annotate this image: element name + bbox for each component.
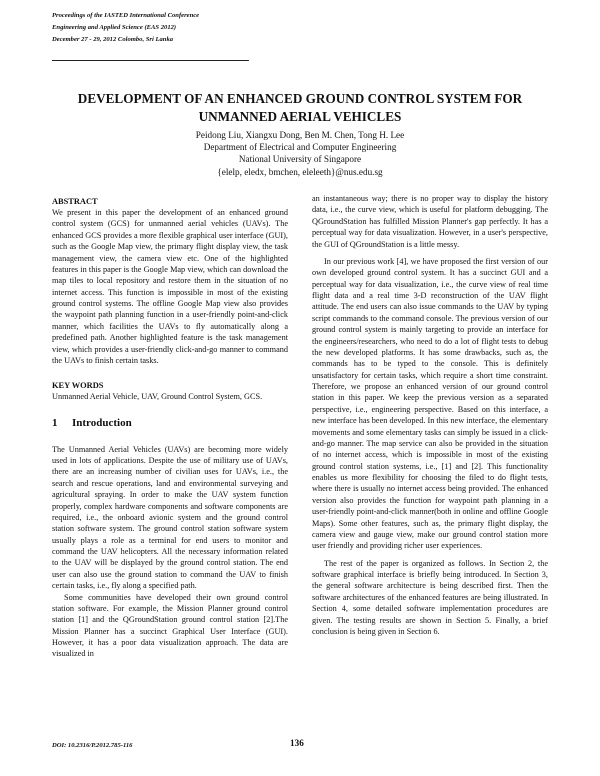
abstract-heading: ABSTRACT bbox=[52, 197, 98, 206]
intro-paragraph-2: Some communities have developed their own ground control station software. For example, the Mission Planner ground control station [1] and the QGroundStation ground control station [2].The Mission Planner has a succinct Graphical User Interface (GUI). However, it has a poor data visualization approach. The data are visualized in bbox=[52, 592, 288, 659]
intro-paragraph-3: In our previous work [4], we have proposed the first version of our own developed ground control system. It has a succinct GUI and a perceptual way for data visualization, i.e., the curve view of real time flight data and a real time 3-D reconstruction of the UAV flight attitude. The end users can also issue commands to the UAV by typing script commands to the command console. The previous version of our ground control system is mainly targeting to provide an interface for the engineers/researchers, who need to do a lot of flight tests to debug the new developed platforms. It has some drawbacks, such as, the commands has to be typed to the console. This is definitely unsatisfactory for certain tasks, which require a short time constraint. Therefore, we propose an enhanced version of our ground control station in this paper. We keep the previous version as a separated perspective, i.e., engineering perspective. Based on this interface, a new interface has been developed. In this new interface, the elementary movements and some elementary tasks can simply be issued in a click-and-go manner. The map service can also be provided in the situation of no internet access, which is impossible in most of the existing ground control station systems, i.e., [1] and [2]. This functionality enables us more flexibility for choosing the filed to do flight tests, where there is usually no internet access being provided. The enhanced version also provides the function for waypoint path planning in a user-friendly point-and-click manner(both in online and offline Google Maps). Some other features, such as, the primary flight display, the camera view and gauge view, make our ground control station more user friendly and providing richer user experiences. bbox=[312, 256, 548, 551]
title-line-1: DEVELOPMENT OF AN ENHANCED GROUND CONTROL SYSTEM FOR bbox=[77, 91, 523, 106]
left-column bbox=[52, 196, 288, 660]
header-dates: December 27 - 29, 2012 Colombo, Sri Lanka bbox=[52, 36, 174, 43]
title-line-2: UNMANNED AERIAL VEHICLES bbox=[198, 109, 402, 124]
author-department: Department of Electrical and Computer Engineering bbox=[203, 142, 397, 153]
author-names: Peidong Liu, Xiangxu Dong, Ben M. Chen, Tong H. Lee bbox=[195, 130, 405, 140]
paper-title bbox=[52, 90, 548, 126]
footer-doi: DOI: 10.2316/P.2012.785-116 bbox=[52, 742, 133, 749]
header-proceedings: Proceedings of the IASTED International Conference bbox=[52, 12, 200, 19]
header-conference: Engineering and Applied Science (EAS 2012) bbox=[52, 24, 177, 31]
intro-paragraph-4: The rest of the paper is organized as follows. In Section 2, the software graphical interface is briefly being introduced. In Section 3, the general software architecture is being described first. Then the software architectures of the enhanced features are being illustrated. In Section 4, some detailed software implementation procedures are given. The testing results are shown in Section 5. Finally, a brief conclusion is being given in Section 6. bbox=[312, 558, 548, 636]
intro-paragraph-2-continued: an instantaneous way; there is no proper way to display the history data, i.e., the curve view, which is useful for platform debugging. The QGroundStation has fulfilled Mission Planner's gap perfectly. It has a perceptual way for data visualization. However, in a user's perspective, the GUI of QGroundStation is a little messy. bbox=[312, 194, 548, 249]
author-emails: {elelp, eledx, bmchen, eleleeth}@nus.edu.sg bbox=[217, 166, 383, 177]
keywords-heading: KEY WORDS bbox=[52, 381, 104, 391]
intro-paragraph-1: The Unmanned Aerial Vehicles (UAVs) are becoming more widely used in lots of applications. Despite the use of military use of UAVs, there are an increasing number of civilian uses for UAVs, i.e., the search and rescue operations, land and environmental surveying and agricultural spraying. In order to make the UAV system function properly, complex hardware components and software components are required, i.e., the onboard avionic system and the ground control station software system. The ground control station software system usually plays a role as a terminal for end users to monitor and command the UAV helicopters. All the necessary information related to the UAV will be displayed by the ground control station. The end user can also use the ground station to command the UAV to finish certain tasks, i.e., fly along a specified path. bbox=[52, 444, 288, 591]
section-title: Introduction bbox=[72, 416, 132, 429]
author-block bbox=[52, 129, 548, 178]
page-number: 136 bbox=[290, 738, 304, 748]
header-rule bbox=[52, 60, 249, 61]
section-number: 1 bbox=[52, 416, 58, 429]
right-column bbox=[312, 193, 548, 637]
conference-header bbox=[52, 10, 352, 46]
author-university: National University of Singapore bbox=[238, 154, 362, 165]
keywords-text: Unmanned Aerial Vehicle, UAV, Ground Control System, GCS. bbox=[52, 392, 263, 402]
abstract-text: We present in this paper the development of an enhanced ground control system (GCS) for unmanned aerial vehicles (UAVs). The enhanced GCS provides a more flexible graphical user interface (GUI), such as the Google Map view, the primary flight display view, the task management view, the camera view etc. One of the highlighted features in this paper is the Google Map view, which can download the map tiles to local repository and restore them in the situation of no internet access. This function is impossible in most of the existing ground control systems. The offline Google Map view also provides the waypoint path planning function in a user-friendly point-and-click manner, which facilities the UAVs to fly automatically along a predefined path. Another highlighted feature is the task management view, which provides a user-friendly click-and-go manner to command the UAVs to finish certain tasks. bbox=[52, 208, 288, 365]
introduction-heading bbox=[52, 416, 288, 430]
